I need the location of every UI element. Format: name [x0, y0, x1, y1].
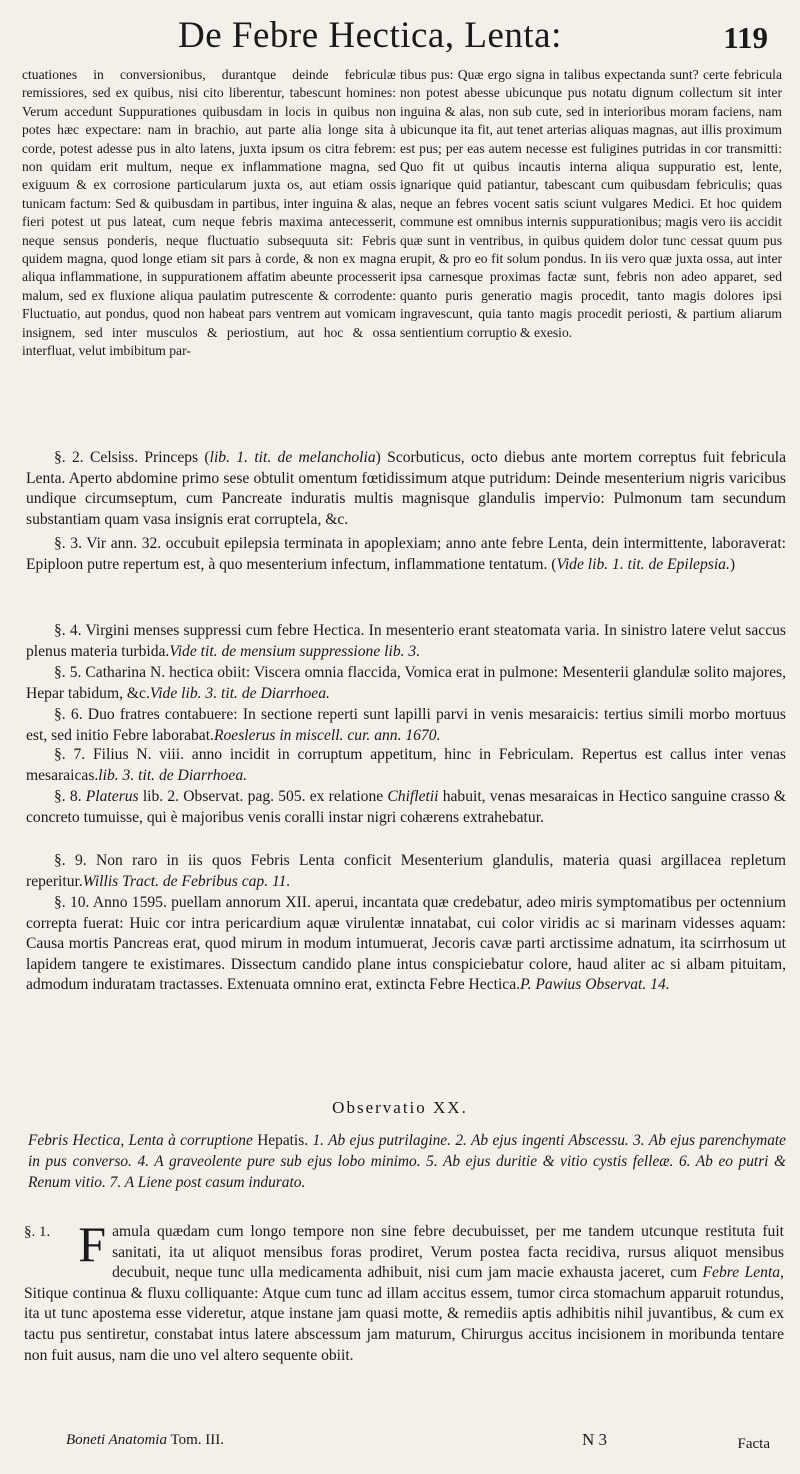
section-10: §. 10. Anno 1595. puellam annorum XII. aperui, incantata quæ credebatur, adeo miris symptomatibus per octennium correpta fuerat: Huic cor intra pericardium aquæ virulentæ innatabat, cui color viridis ac si marinam videsses aquam: Causa mortis Pancreas erat, quod mirum in modum intumuerat, Jecoris cavæ parti arctissime adnatum, ita scirrhosum ut lapidem tangere te existimares. Dissectum candido plane intus conspiciebatur colore, haud aliter ac si albam pituitam, admodum induratam tractasses. Extenuata omnino erat, extincta Febre Hectica.P. Pawius Observat. 14. — [26, 894, 786, 994]
catchword: Facta — [737, 1436, 770, 1452]
left-column — [22, 66, 396, 361]
section-3: §. 3. Vir ann. 32. occubuit epilepsia terminata in apoplexiam; anno ante febre Lenta, dein intermittente, laboraverat: Epiploon putre repertum est, à quo mesenterium infectum, inflammatione tentatum. (Vide lib. 1. tit. de Epilepsia.) — [26, 535, 786, 573]
footer-signature: Boneti Anatomia Tom. III. — [66, 1432, 224, 1448]
observatio-summary: Febris Hectica, Lenta à corruptione Hepatis. 1. Ab ejus putrilagine. 2. Ab ejus ingenti Abscessu. 3. Ab ejus parenchymate in pus converso. 4. A graveolente pure sub ejus lobo minimo. 5. Ab ejus duritie & vitio cystis felleæ. 6. Ab eo putri & Renum vitio. 7. A Liene post casum indurato. — [28, 1132, 786, 1191]
page-footer — [0, 1426, 800, 1466]
page-number: 119 — [723, 20, 768, 55]
paragraph-number: §. 1. — [24, 1224, 51, 1240]
section-4: §. 4. Virgini menses suppressi cum febre Hectica. In mesenterio erant steatomata varia. In sinistro latere velut saccus plenus materia turbida.Vide tit. de mensium suppressione lib. 3. — [26, 622, 786, 660]
section-8: §. 8. Platerus lib. 2. Observat. pag. 505. ex relatione Chifletii habuit, venas mesaraicas in Hectico sanguine crasso & concreto tumuisse, qui è majoribus venis coralli instar nigri cohærens extrahebatur. — [26, 788, 786, 826]
section-5: §. 5. Catharina N. hectica obiit: Viscera omnia flaccida, Vomica erat in pulmone: Mesenterii glandulæ solito majores, Hepar tabidum, &c.Vide lib. 3. tit. de Diarrhoea. — [26, 664, 786, 702]
running-header — [0, 14, 800, 66]
section-7: §. 7. Filius N. viii. anno incidit in corruptum appetitum, hinc in Febriculam. Repertus est callus inter venas mesaraicas.lib. 3. tit. de Diarrhoea. — [26, 746, 786, 784]
section-6: §. 6. Duo fratres contabuere: In sectione reperti sunt lapilli parvi in venis mesaraicis: tertius simili morbo mortuus est, sed initio Febre laborabat.Roeslerus in miscell. cur. ann. 1670. — [26, 706, 786, 744]
section-2: §. 2. Celsiss. Princeps (lib. 1. tit. de melancholia) Scorbuticus, octo diebus ante mortem correptus fuit febricula Lenta. Aperto abdomine primo sese obtulit omentum fœtidissimum atque putridum: Deinde mesenterium nigris varicibus undique circumseptum, cum Pancreate induratis multis magnisque glandulis impervio: Pulmonum tam secundum substantiam quam vasa insignis erat corruptela, &c. — [26, 449, 786, 528]
two-column-text — [22, 66, 782, 434]
signature-mark: N 3 — [582, 1430, 608, 1449]
drop-cap: F — [78, 1216, 107, 1272]
observatio-heading: Observatio XX. — [332, 1098, 468, 1117]
left-column-text: ctuationes in conversionibus, durantque deinde febriculæ remissiores, sed ex quibus, nisi cito liberentur, tabescunt homines: Verum accedunt Suppurationes quibusdam in locis in quibus non potes hæc expectare: nam in brachio, aut parte alia longe sita à corde, potest adesse pus in alto latens, juxta ipsum os citra febrem: non quidam erit multum, neque ex inflammatione magna, sed exiguum & ex corrosione particularum juxta os, aut etiam ossis tunicam factum: Sed & quibusdam in partibus, inter inguina & alas, fieri potest ut pus lateat, cum neque febris maxima antecesserit, neque sensus ponderis, neque fluctuatio subsequuta sit: Febris quidem magna, quod longe etiam sit pars à corde, & non ex magna aliqua inflammatione, in suppurationem affatim abeunte processerit malum, sed ex fluxione aliqua paulatim putrescente & corrodente: Fluctuatio, aut pondus, quod non habeat pars ventrem aut vomicam insignem, sed inter musculos & periostium, aut hoc & ossa interfluat, velut imbibitum par- — [22, 67, 396, 359]
right-column-text: tibus pus: Quæ ergo signa in talibus expectanda sunt? certe febricula non potest abesse ubicunque pus notatu dignum collectum sit inter inguina & alas, non sub cute, sed in interioribus moram faciens, nam ubicunque ita fit, aut tenet arterias aliquas magnas, aut illis proximum est pus; per eas autem necesse est fuligines putridas in cor transmitti: Quo fit ut quibus incautis interna aliqua suppuratio est, lente, ignarique quid patiantur, tabescant cum quibusdam febriculis; quas neque an febres vocent satis sciunt vulgares Medici. Et hoc quidem commune est omnibus internis suppurationibus; magis vero iis accidit quæ sunt in ventribus, in quibus quidem dolor tunc cessat quum pus erupit, & pro eo fit solum pondus. In iis vero quæ juxta ossa, aut inter ipsa carnesque proximas factæ sunt, febris non adeo apparet, sed quanto puris generatio magis procedit, tanto magis dolores ipsi ingravescunt, quia tanto magis procedit periosti, & partium aliarum sentientium corruptio & exesio. — [400, 67, 782, 340]
observatio-body: §. 1. F amula quædam cum longo tempore non sine febre decubuisset, per me tandem utcunque restituta fuit sanitati, ita ut aliquot mensibus foras prodiret, Verum postea facta recidiva, rursus aliquot mensibus decubuit, neque tunc ulla medicamenta adhibuit, nisi cum jam macie exhausta jaceret, cum Febre Lenta, Sitique continua & fluxu colliquante: Atque cum tunc ad illam accitus essem, tumor circa stomachum apparuit rotundus, ita ut tunc apostema esse videretur, atque instane jam quasi motte, & remediis aptis adhibitis nihil juvantibus, & cum ex tactu pus sentiretur, constabat intus latere abscessum jam maturum, Chirurgus accitus incisionem in moribunda tentare non fuit ausus, nam die uno vel altero sequente obiit. — [24, 1216, 784, 1364]
right-column — [400, 66, 782, 342]
running-title: De Febre Hectica, Lenta: — [178, 15, 562, 56]
section-9: §. 9. Non raro in iis quos Febris Lenta conficit Mesenterium glandulis, materia quasi argillacea repletum reperitur.Willis Tract. de Febribus cap. 11. — [26, 852, 786, 890]
